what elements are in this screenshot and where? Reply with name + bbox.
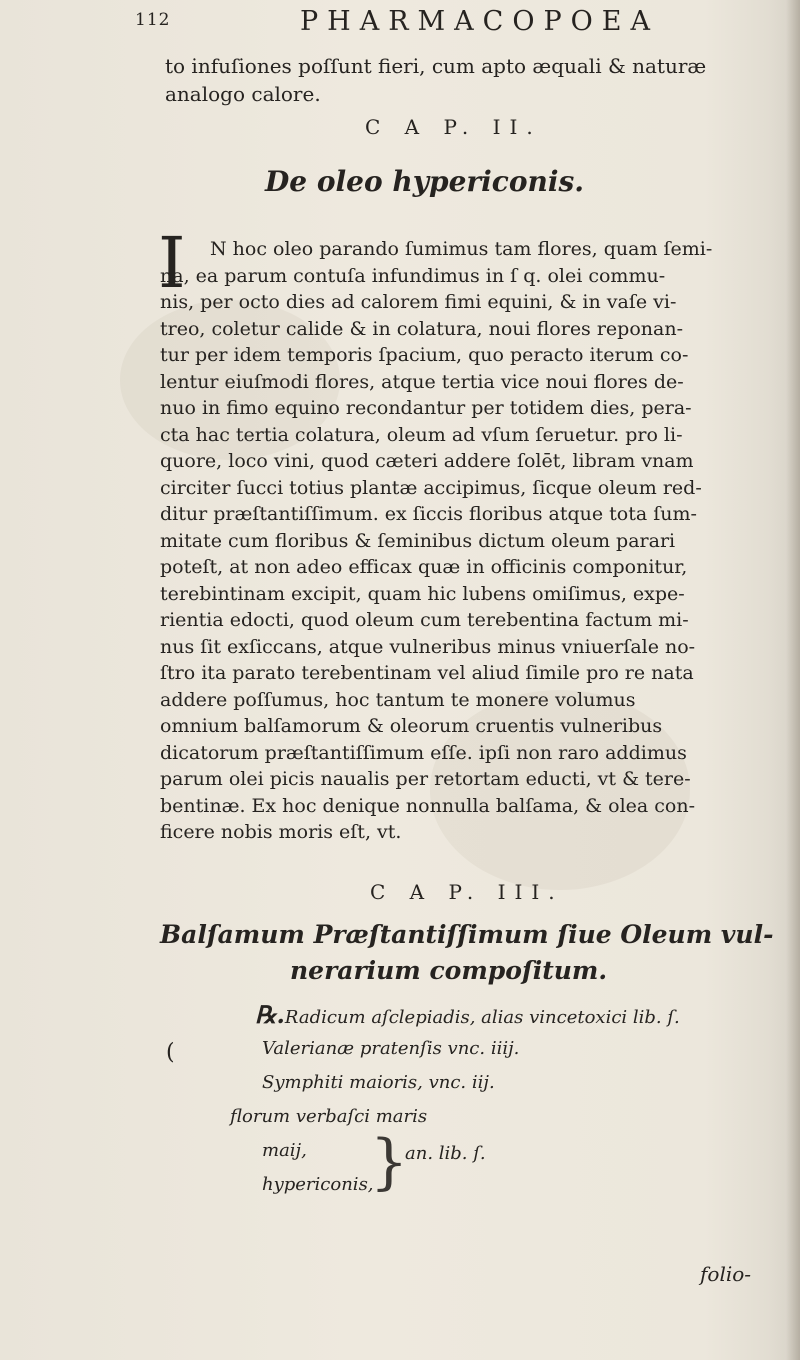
chapter-title-continued: nerarium compoſitum.: [290, 956, 608, 985]
body-line: cta hac tertia colatura, oleum ad vſum ſeruetur. pro li-: [160, 423, 683, 446]
body-line: parum olei picis naualis per retortam educti, vt & tere-: [160, 768, 691, 790]
intro-line: to infuſiones poſſunt fieri, cum apto æquali & naturæ: [165, 54, 707, 78]
recipe-line: Symphiti maioris, vnc. iij.: [262, 1072, 495, 1093]
running-head: PHARMACOPOEA: [300, 6, 659, 37]
body-line: ditur præſtantiſſimum. ex ſiccis floribus atque tota ſum-: [160, 503, 697, 525]
body-line: poteſt, at non adeo efficax quæ in officinis componitur,: [160, 556, 688, 578]
chapter-heading: C A P. II.: [365, 115, 542, 139]
body-line: bentinæ. Ex hoc denique nonnulla balſama, & olea con-: [160, 794, 695, 817]
recipe-line: florum verbaſci maris: [230, 1106, 428, 1127]
recipe-line: maij,: [262, 1140, 307, 1161]
body-line: nus ſit exſiccans, atque vulneribus minus vniuerſale no-: [160, 635, 696, 658]
body-line: terebintinam excipit, quam hic lubens omiſimus, expe-: [160, 582, 685, 605]
body-line: quore, loco vini, quod cæteri addere ſolēt, libram vnam: [160, 450, 694, 472]
chapter-title: Balſamum Præſtantiſſimum ſiue Oleum vul-: [160, 920, 774, 949]
body-line: nuo in fimo equino recondantur per totidem dies, pera-: [160, 397, 692, 419]
body-line: lentur eiuſmodi flores, atque tertia vice noui flores de-: [160, 370, 684, 393]
body-line: tur per idem temporis ſpacium, quo peracto iterum co-: [160, 344, 689, 366]
body-line: ficere nobis moris eſt, vt.: [160, 821, 402, 843]
margin-bracket: (: [166, 1040, 175, 1065]
body-line: circiter ſucci totius plantæ accipimus, ſicque oleum red-: [160, 476, 702, 499]
recipe-line: ℞.Radicum aſclepiadis, alias vincetoxici lib. ſ.: [255, 1000, 680, 1029]
chapter-title: De oleo hypericonis.: [265, 165, 585, 198]
body-line: na, ea parum contuſa infundimus in ſ q. olei commu-: [160, 264, 666, 287]
page-edge-shadow: [786, 0, 800, 1360]
recipe-symbol-icon: ℞.: [255, 1000, 285, 1029]
catchword: folio-: [700, 1262, 752, 1286]
page-number: 112: [135, 10, 171, 30]
body-line: ſtro ita parato terebentinam vel aliud ſimile pro re nata: [160, 662, 694, 684]
intro-line: analogo calore.: [165, 82, 321, 106]
grouping-brace-icon: }: [370, 1127, 409, 1197]
recipe-line: hypericonis,: [262, 1174, 374, 1195]
recipe-line: Valerianæ pratenſis vnc. iiij.: [262, 1038, 520, 1059]
body-line: mitate cum floribus & ſeminibus dictum oleum parari: [160, 529, 676, 552]
body-line: addere poſſumus, hoc tantum te monere volumus: [160, 688, 636, 711]
body-line: nis, per octo dies ad calorem fimi equini, & in vaſe vi-: [160, 291, 677, 313]
body-line: dicatorum præſtantiſſimum eſſe. ipſi non raro addimus: [160, 741, 687, 764]
recipe-quantity: an. lib. ſ.: [405, 1143, 486, 1164]
body-line: N hoc oleo parando ſumimus tam flores, quam ſemi-: [210, 238, 713, 260]
body-line: omnium balſamorum & oleorum cruentis vulneribus: [160, 715, 663, 737]
chapter-heading: C A P. III.: [370, 880, 564, 904]
drop-capital: I: [158, 222, 186, 304]
body-line: rientia edocti, quod oleum cum terebentina factum mi-: [160, 609, 689, 631]
body-line: treo, coletur calide & in colatura, noui flores reponan-: [160, 317, 684, 340]
